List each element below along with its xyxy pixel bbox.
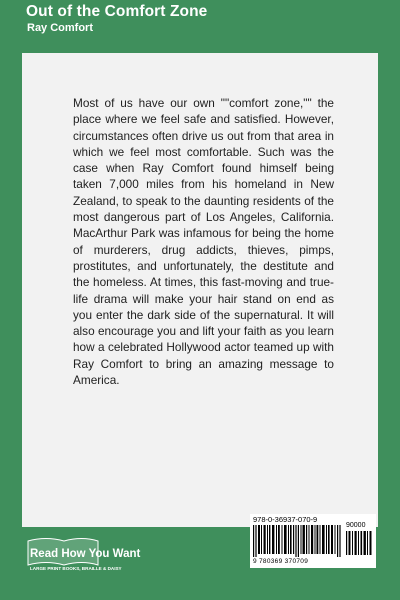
addon-barcode-icon <box>346 531 373 555</box>
book-author: Ray Comfort <box>27 22 94 34</box>
isbn-barcode <box>250 514 376 568</box>
barcode-digits: 9 780369 370709 <box>253 558 309 565</box>
book-description: Most of us have our own ""comfort zone,"" the place where we feel safe and satisfied. However, circumstances often drive us out from that area in which we feel most comfortable. Such was the case when Ray Comfort found himself being taken 7,000 miles from his homeland in New Zealand, to speak to the daunting residents of the most dangerous part of Los Angeles, California. MacArthur Park was infamous for being the home of murderers, drug addicts, thieves, pimps, prostitutes, and unfortunately, the destitute and the homeless. At times, this fast-moving and true-life drama will make your hair stand on end as you enter the dark side of the supernatural. It will also encourage you and lift your faith as you learn how a celebrated Hollywood actor teamed up with Ray Comfort to bring an amazing message to America. <box>73 96 334 388</box>
barcode-bars-icon <box>253 525 343 557</box>
logo-tagline: LARGE PRINT BOOKS, BRAILLE & DAISY <box>30 566 122 571</box>
price-code: 90000 <box>346 522 366 529</box>
book-title: Out of the Comfort Zone <box>26 3 208 20</box>
read-how-you-want-logo <box>26 535 176 575</box>
isbn-number: 978-0-36937-070-9 <box>253 515 318 524</box>
back-cover-panel <box>22 53 378 527</box>
cover-header <box>0 0 400 44</box>
logo-name: Read How You Want <box>30 548 141 560</box>
